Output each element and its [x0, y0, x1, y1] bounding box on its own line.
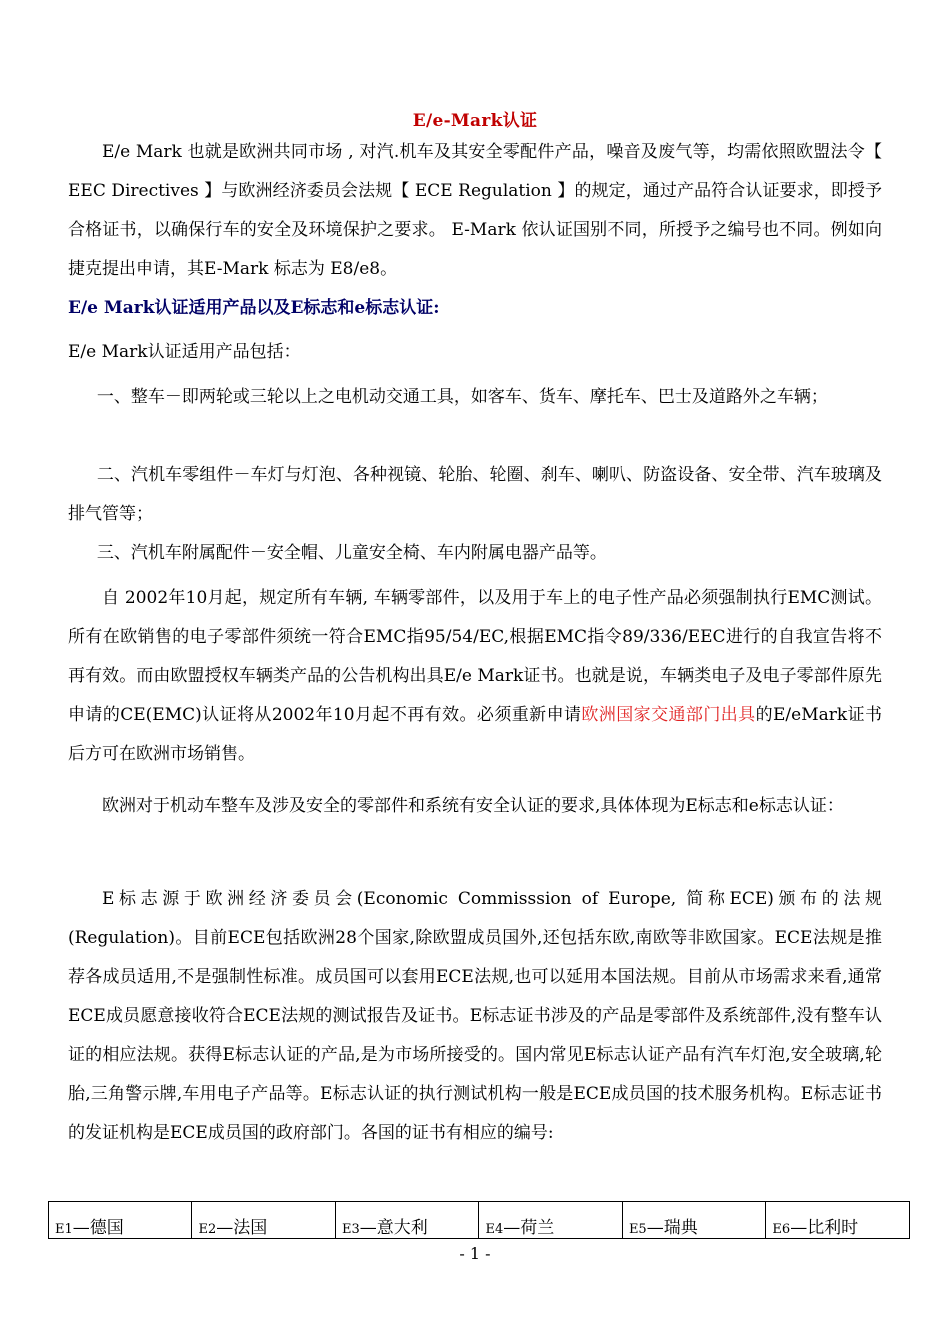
country-name: 德国: [89, 1218, 124, 1238]
country-cell-e3: [335, 1202, 478, 1239]
country-cell-e6: [766, 1202, 910, 1239]
country-code: E1: [55, 1222, 73, 1237]
country-name: 意大利: [376, 1218, 428, 1238]
country-cell-e4: [479, 1202, 622, 1239]
country-name: 比利时: [807, 1218, 859, 1238]
country-code: E5: [628, 1222, 647, 1237]
products-intro: E/e Mark认证适用产品包括：: [68, 342, 301, 362]
country-cell-e1: [49, 1202, 192, 1239]
country-name: 法国: [233, 1218, 268, 1238]
emc-text-after: 的E/eMark证书后方可在欧洲市场销售。: [68, 705, 882, 764]
country-cell-e5: [622, 1202, 765, 1239]
country-cell-e2: [192, 1202, 335, 1239]
separator: —: [790, 1218, 808, 1238]
separator: —: [72, 1218, 90, 1238]
country-code: E2: [198, 1222, 217, 1237]
europe-paragraph: 欧洲对于机动车整车及涉及安全的零部件和系统有安全认证的要求,具体体现为E标志和e标志认证：: [102, 796, 844, 816]
page-number: - 1 -: [459, 1244, 491, 1263]
country-name: 瑞典: [663, 1218, 698, 1238]
country-code: E3: [341, 1222, 360, 1237]
separator: —: [359, 1218, 377, 1238]
product-item-3: 三、汽机车附属配件－安全帽、儿童安全椅、车内附属电器产品等。: [96, 543, 607, 563]
emc-paragraph: [68, 579, 882, 774]
intro-paragraph: E/e Mark 也就是欧洲共同市场 , 对汽.机车及其安全零配件产品，噪音及废气等，均需依照欧盟法令【 EEC Directives 】与欧洲经济委员会法规【 ECE Regulation 】的规定，通过产品符合认证要求，即授予合格证书，以确保行车的安全及环境保护之要求。 E-Mark 依认证国别不同，所授予之编号也不同。例如向捷克提出申请，其E-Mark 标志为 E8/e8。: [68, 142, 882, 279]
separator: —: [646, 1218, 664, 1238]
section-heading: E/e Mark认证适用产品以及E标志和e标志认证:: [68, 298, 440, 318]
country-code: E4: [485, 1222, 504, 1237]
table-row: [49, 1202, 910, 1239]
country-code: E6: [772, 1222, 791, 1237]
e-mark-paragraph: E标志源于欧洲经济委员会(Economic Commisssion of Europe, 简称ECE)颁布的法规(Regulation)。目前ECE包括欧洲28个国家,除欧盟成员国外,还包括东欧,南欧等非欧国家。ECE法规是推荐各成员适用,不是强制性标准。成员国可以套用ECE法规,也可以延用本国法规。目前从市场需求来看,通常ECE成员愿意接收符合ECE法规的测试报告及证书。E标志证书涉及的产品是零部件及系统部件,没有整车认证的相应法规。获得E标志认证的产品,是为市场所接受的。国内常见E标志认证产品有汽车灯泡,安全玻璃,轮胎,三角警示牌,车用电子产品等。E标志认证的执行测试机构一般是ECE成员国的技术服务机构。E标志证书的发证机构是ECE成员国的政府部门。各国的证书有相应的编号:: [68, 889, 882, 1143]
product-item-2: 二、汽机车零组件－车灯与灯泡、各种视镜、轮胎、轮圈、刹车、喇叭、防盗设备、安全带、汽车玻璃及排气管等；: [68, 465, 882, 524]
country-code-table: [48, 1201, 910, 1239]
document-title: E/e-Mark认证: [412, 111, 538, 131]
separator: —: [503, 1218, 521, 1238]
separator: —: [216, 1218, 234, 1238]
emc-text-highlight: 欧洲国家交通部门出具: [581, 705, 756, 725]
emc-text-before: 自 2002年10月起，规定所有车辆, 车辆零部件，以及用于车上的电子性产品必须强制执行EMC测试。所有在欧销售的电子零部件须统一符合EMC指95/54/EC,根据EMC指令89/336/EEC进行的自我宣告将不再有效。而由欧盟授权车辆类产品的公告机构出具E/e Mark证书。也就是说，车辆类电子及电子零部件原先申请的CE(EMC)认证将从2002年10月起不再有效。必须重新申请: [68, 588, 882, 725]
country-name: 荷兰: [520, 1218, 555, 1238]
product-item-1: 一、整车－即两轮或三轮以上之电机动交通工具，如客车、货车、摩托车、巴士及道路外之车辆；: [96, 387, 828, 407]
